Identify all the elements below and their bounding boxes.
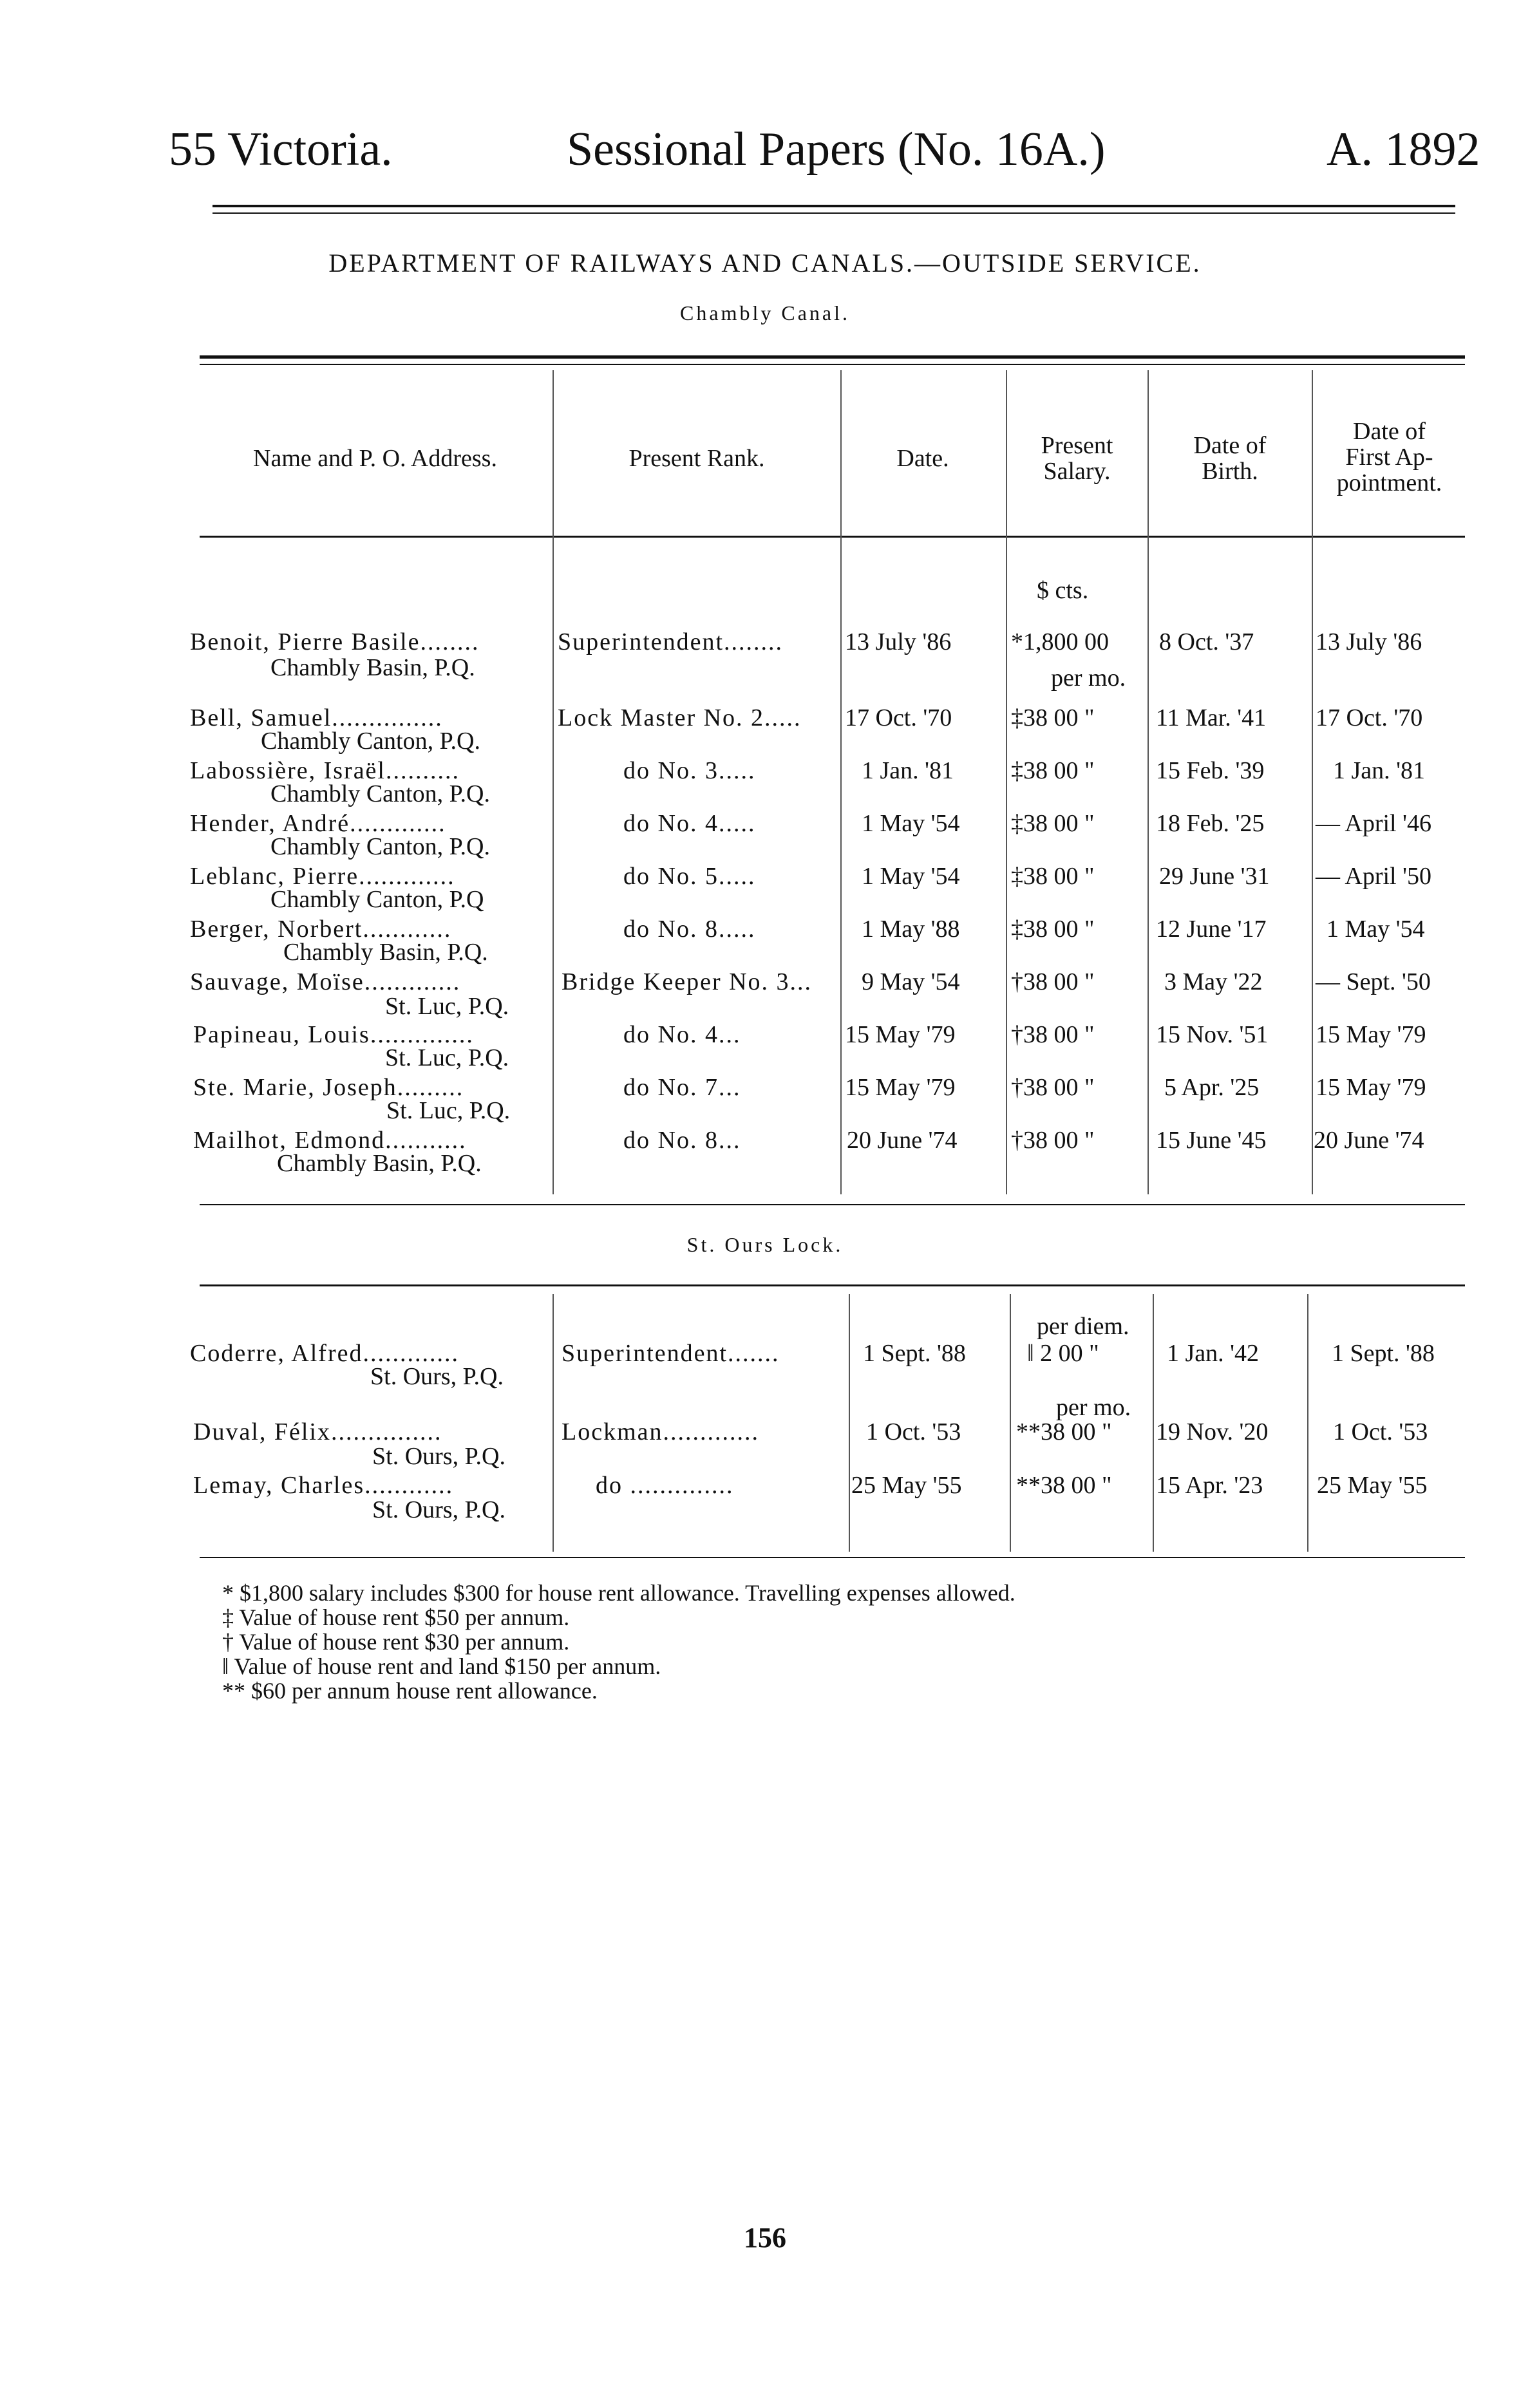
footnote-parallel: ‖ Value of house rent and land $150 per annum.	[222, 1653, 661, 1679]
column-divider-3	[1006, 370, 1007, 1194]
column-divider-2	[840, 370, 842, 1194]
column-header-appointment-line2: First Ap-	[1345, 444, 1433, 471]
employee-salary: **38 00 "	[1016, 1472, 1112, 1499]
column-header-salary-line2: Salary.	[1043, 458, 1111, 485]
table-top-rule	[200, 355, 1465, 359]
employee-name: Ste. Marie, Joseph.........	[193, 1074, 464, 1101]
employee-birth: 11 Mar. '41	[1156, 704, 1267, 731]
table-top-rule-thin	[200, 364, 1465, 365]
header-year: A. 1892	[1327, 123, 1480, 176]
employee-address: St. Ours, P.Q.	[372, 1496, 505, 1523]
employee-name: Berger, Norbert............	[190, 916, 452, 943]
employee-name: Sauvage, Moïse.............	[190, 968, 461, 995]
column-header-appointment	[1314, 419, 1465, 496]
salary-unit-per-mo: per mo.	[1056, 1394, 1131, 1421]
employee-rank: do ..............	[596, 1472, 734, 1499]
employee-birth: 15 Nov. '51	[1156, 1021, 1269, 1048]
employee-address: St. Luc, P.Q.	[385, 1044, 509, 1071]
employee-address: Chambly Canton, P.Q.	[270, 780, 490, 807]
employee-address: Chambly Canton, P.Q	[270, 886, 484, 913]
employee-rank: Superintendent........	[558, 628, 784, 655]
employee-rank: Lock Master No. 2.....	[558, 704, 802, 731]
employee-rank: Bridge Keeper No. 3...	[562, 968, 813, 995]
employee-salary: ‡38 00 "	[1011, 704, 1095, 731]
section-title-st-ours: St. Ours Lock.	[686, 1233, 844, 1256]
employee-birth: 19 Nov. '20	[1156, 1418, 1269, 1445]
employee-date: 1 Oct. '53	[866, 1418, 961, 1445]
employee-salary: ‡38 00 "	[1011, 863, 1095, 890]
employee-salary: †38 00 "	[1011, 1127, 1095, 1154]
employee-name: Duval, Félix...............	[193, 1418, 442, 1445]
column-divider-5	[1312, 370, 1313, 1194]
employee-birth: 15 June '45	[1156, 1127, 1267, 1154]
salary-unit-per-diem: per diem.	[1037, 1313, 1129, 1340]
employee-name: Mailhot, Edmond...........	[193, 1127, 467, 1154]
employee-rank: do No. 5.....	[623, 863, 756, 890]
employee-date: 1 Jan. '81	[862, 757, 954, 784]
employee-name: Lemay, Charles............	[193, 1472, 454, 1499]
employee-salary: *1,800 00	[1011, 628, 1109, 655]
page-number: 156	[744, 2222, 786, 2253]
column-header-date: Date.	[896, 445, 949, 472]
column-header-appointment-line3: pointment.	[1336, 469, 1442, 496]
employee-appointment: 1 May '54	[1327, 916, 1425, 943]
employee-rank: do No. 4...	[623, 1021, 741, 1048]
employee-appointment: 13 July '86	[1316, 628, 1422, 655]
employee-birth: 12 June '17	[1156, 916, 1267, 943]
employee-appointment: — Sept. '50	[1316, 968, 1431, 995]
employee-rank: do No. 7...	[623, 1074, 741, 1101]
lower-column-divider-2	[849, 1294, 850, 1552]
employee-name: Leblanc, Pierre.............	[190, 863, 455, 890]
units-currency: $ cts.	[1037, 577, 1089, 604]
header-rule-top	[212, 205, 1455, 207]
employee-rank: do No. 8...	[623, 1127, 741, 1154]
employee-appointment: — April '46	[1316, 810, 1431, 837]
employee-name: Hender, André.............	[190, 810, 446, 837]
employee-birth: 15 Apr. '23	[1156, 1472, 1263, 1499]
column-header-appointment-line1: Date of	[1353, 418, 1426, 445]
section-title-chambly: Chambly Canal.	[680, 301, 850, 325]
employee-address: St. Luc, P.Q.	[386, 1097, 511, 1124]
employee-name: Papineau, Louis..............	[193, 1021, 474, 1048]
salary-unit-per-mo: per mo.	[1051, 664, 1126, 691]
employee-salary: ‖ 2 00 "	[1027, 1340, 1099, 1367]
employee-birth: 29 June '31	[1159, 863, 1270, 890]
employee-date: 25 May '55	[851, 1472, 962, 1499]
employee-appointment: 20 June '74	[1314, 1127, 1424, 1154]
column-header-birth-line2: Birth.	[1202, 458, 1258, 485]
department-title: DEPARTMENT OF RAILWAYS AND CANALS.—OUTSIDE SERVICE.	[328, 249, 1202, 277]
employee-birth: 8 Oct. '37	[1159, 628, 1254, 655]
employee-address: St. Ours, P.Q.	[372, 1443, 505, 1470]
column-divider-1	[552, 370, 554, 1194]
employee-address: Chambly Canton, P.Q.	[270, 833, 490, 860]
column-header-salary	[1008, 433, 1146, 484]
footnotes	[222, 1581, 1015, 1703]
employee-appointment: — April '50	[1316, 863, 1431, 890]
footnote-double-dagger: ‡ Value of house rent $50 per annum.	[222, 1604, 570, 1630]
column-header-birth	[1149, 433, 1310, 484]
employee-date: 1 May '88	[862, 916, 960, 943]
employee-date: 15 May '79	[845, 1074, 956, 1101]
column-header-rule	[200, 536, 1465, 538]
employee-birth: 18 Feb. '25	[1156, 810, 1265, 837]
employee-rank: do No. 3.....	[623, 757, 756, 784]
lower-column-divider-3	[1010, 1294, 1011, 1552]
employee-salary: †38 00 "	[1011, 1074, 1095, 1101]
employee-birth: 15 Feb. '39	[1156, 757, 1265, 784]
employee-appointment: 25 May '55	[1317, 1472, 1428, 1499]
employee-date: 1 May '54	[862, 810, 960, 837]
chambly-bottom-rule	[200, 1204, 1465, 1205]
employee-address: Chambly Canton, P.Q.	[261, 728, 480, 755]
employee-salary: ‡38 00 "	[1011, 810, 1095, 837]
employee-salary: ‡38 00 "	[1011, 757, 1095, 784]
st-ours-top-rule	[200, 1284, 1465, 1286]
employee-birth: 3 May '22	[1164, 968, 1263, 995]
employee-name: Labossière, Israël..........	[190, 757, 460, 784]
employee-date: 15 May '79	[845, 1021, 956, 1048]
employee-appointment: 15 May '79	[1316, 1021, 1426, 1048]
employee-date: 17 Oct. '70	[845, 704, 952, 731]
employee-birth: 1 Jan. '42	[1167, 1340, 1260, 1367]
footnote-dagger: † Value of house rent $30 per annum.	[222, 1629, 570, 1655]
employee-rank: Superintendent.......	[562, 1340, 780, 1367]
employee-salary: ‡38 00 "	[1011, 916, 1095, 943]
column-header-salary-line1: Present	[1041, 432, 1113, 459]
column-header-rank: Present Rank.	[628, 445, 765, 472]
column-divider-4	[1148, 370, 1149, 1194]
employee-name: Benoit, Pierre Basile........	[190, 628, 480, 655]
employee-appointment: 1 Jan. '81	[1333, 757, 1426, 784]
employee-appointment: 1 Oct. '53	[1333, 1418, 1428, 1445]
column-header-name: Name and P. O. Address.	[253, 445, 497, 472]
header-sessional-papers: Sessional Papers (No. 16A.)	[567, 123, 1106, 176]
employee-salary: †38 00 "	[1011, 968, 1095, 995]
employee-salary: **38 00 "	[1016, 1418, 1112, 1445]
employee-address: Chambly Basin, P.Q.	[283, 939, 488, 966]
employee-appointment: 15 May '79	[1316, 1074, 1426, 1101]
employee-date: 13 July '86	[845, 628, 952, 655]
employee-date: 9 May '54	[862, 968, 960, 995]
employee-address: Chambly Basin, P.Q.	[270, 654, 475, 681]
employee-address: Chambly Basin, P.Q.	[277, 1150, 482, 1177]
employee-appointment: 17 Oct. '70	[1316, 704, 1423, 731]
lower-column-divider-4	[1153, 1294, 1154, 1552]
employee-address: St. Ours, P.Q.	[370, 1363, 504, 1390]
header-rule-bottom	[212, 212, 1455, 214]
employee-birth: 5 Apr. '25	[1164, 1074, 1260, 1101]
employee-appointment: 1 Sept. '88	[1332, 1340, 1435, 1367]
header-volume: 55 Victoria.	[169, 123, 393, 176]
employee-name: Coderre, Alfred.............	[190, 1340, 459, 1367]
employee-date: 1 May '54	[862, 863, 960, 890]
lower-column-divider-1	[552, 1294, 554, 1552]
lower-column-divider-5	[1307, 1294, 1308, 1552]
employee-rank: Lockman.............	[562, 1418, 760, 1445]
employee-date: 1 Sept. '88	[863, 1340, 966, 1367]
running-header	[0, 122, 1530, 180]
employee-rank: do No. 4.....	[623, 810, 756, 837]
employee-date: 20 June '74	[847, 1127, 958, 1154]
employee-salary: †38 00 "	[1011, 1021, 1095, 1048]
st-ours-bottom-rule	[200, 1557, 1465, 1558]
employee-name: Bell, Samuel...............	[190, 704, 443, 731]
column-header-birth-line1: Date of	[1193, 432, 1267, 459]
employee-address: St. Luc, P.Q.	[385, 993, 509, 1020]
footnote-salary: * $1,800 salary includes $300 for house rent allowance. Travelling expenses allowed.	[222, 1580, 1015, 1606]
employee-rank: do No. 8.....	[623, 916, 756, 943]
footnote-double-asterisk: ** $60 per annum house rent allowance.	[222, 1678, 598, 1704]
